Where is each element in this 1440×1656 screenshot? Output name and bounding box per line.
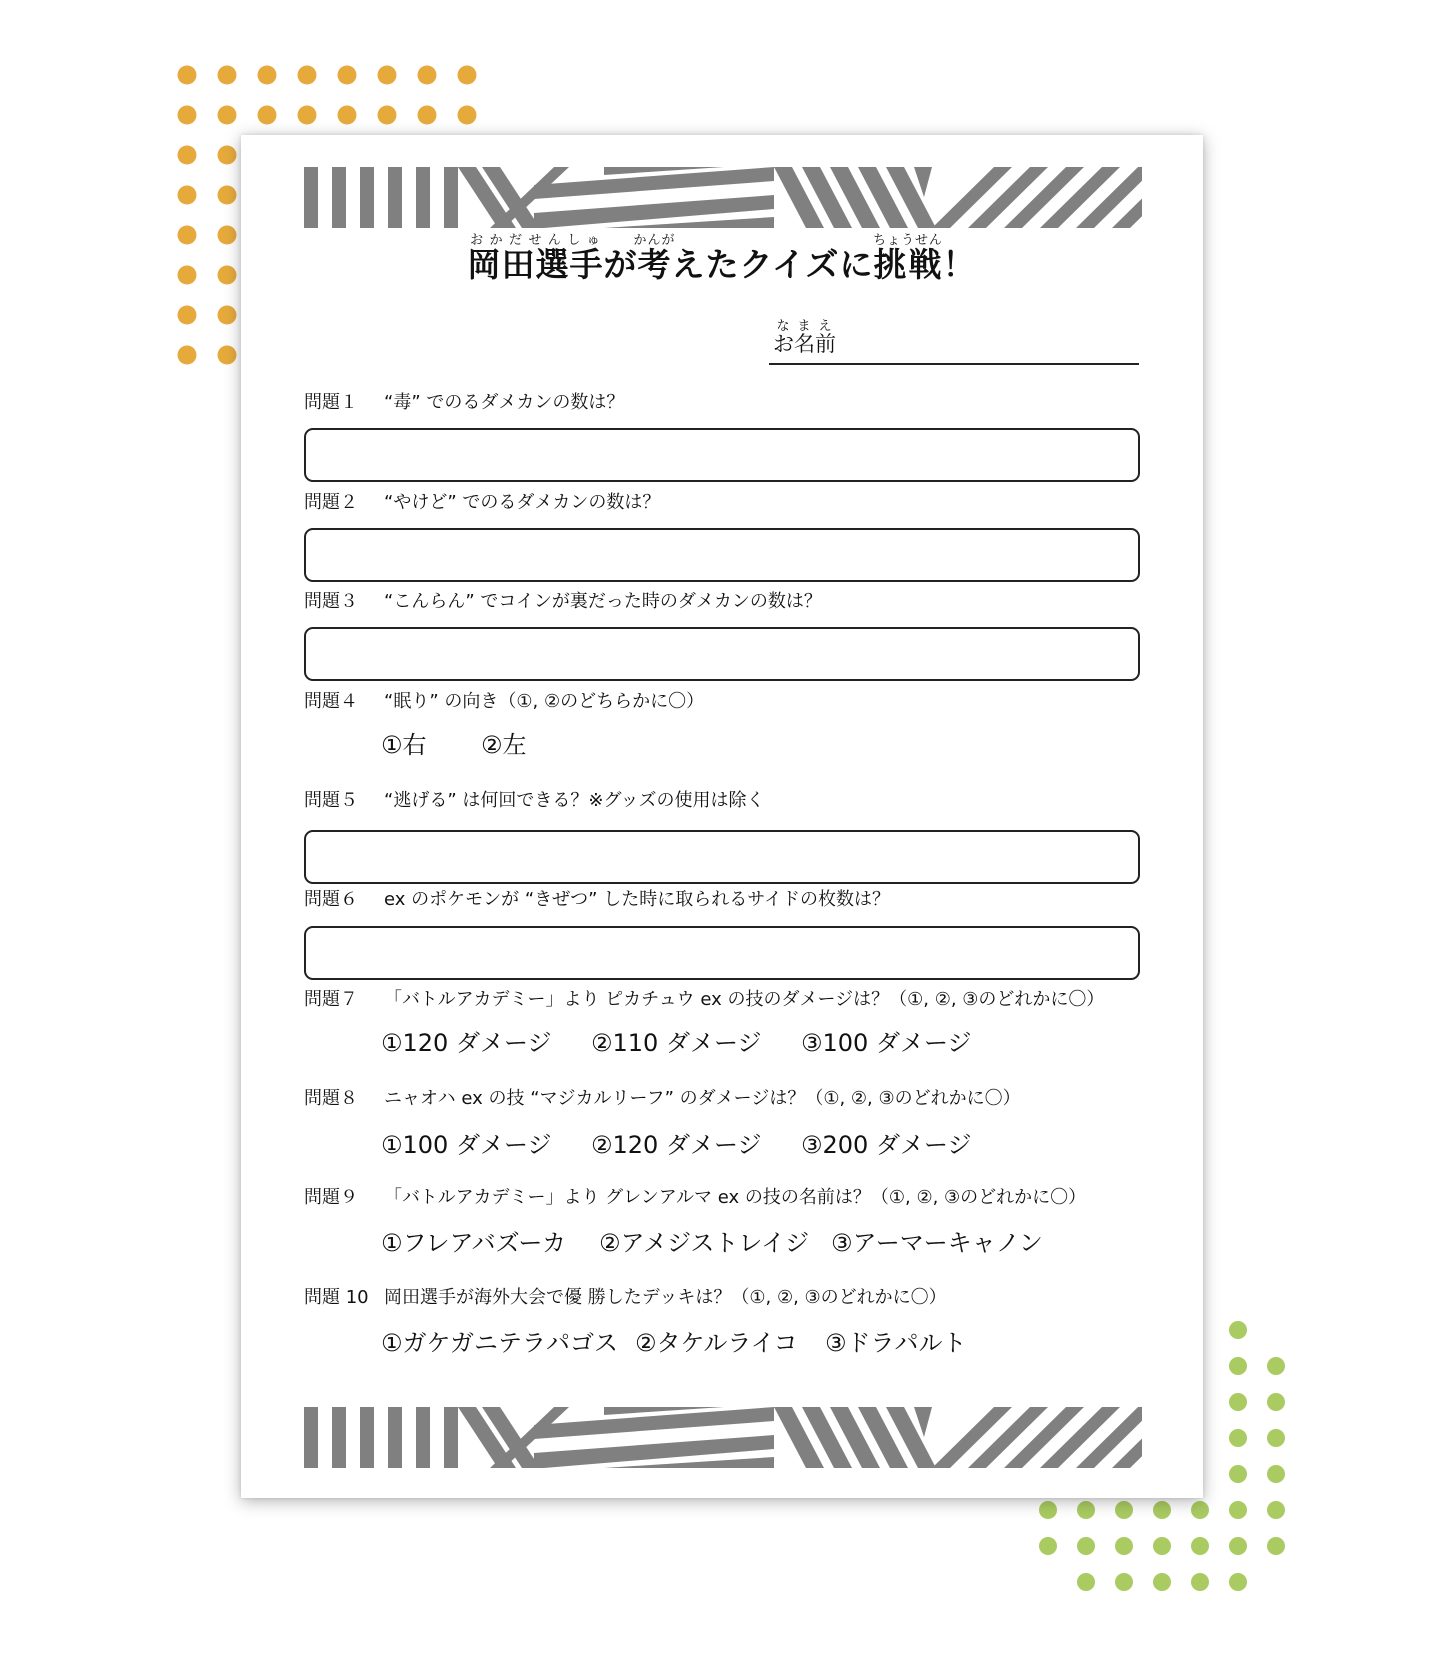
green-dot [1229, 1501, 1247, 1519]
orange-dot [258, 106, 277, 125]
orange-dot [218, 146, 237, 165]
orange-dot [218, 106, 237, 125]
orange-dot [178, 106, 197, 125]
question-10 [304, 1287, 947, 1309]
option-2[interactable]: ②タケルライコ [635, 1329, 798, 1357]
orange-dot [178, 346, 197, 365]
options-7 [381, 1023, 971, 1058]
green-dot [1229, 1357, 1247, 1375]
green-dot [1115, 1501, 1133, 1519]
question-number: 問題２ [304, 492, 358, 513]
option-3[interactable]: ③ドラパルト [825, 1329, 967, 1357]
option-2[interactable]: ②左 [481, 731, 527, 759]
option-1[interactable]: ①フレアバズーカ [381, 1229, 566, 1257]
question-6 [304, 889, 890, 911]
question-text: 岡田選手が海外大会で優 勝したデッキは？（①, ②, ③のどれかに〇） [384, 1287, 947, 1308]
quiz-title [241, 233, 1203, 286]
green-dot [1039, 1501, 1057, 1519]
options-8 [381, 1125, 971, 1160]
title-part: 挑戦ちょうせん [873, 233, 944, 284]
orange-dot [378, 66, 397, 85]
question-number: 問題７ [304, 989, 358, 1010]
green-dot [1229, 1573, 1247, 1591]
green-dot [1267, 1393, 1285, 1411]
green-dot [1039, 1537, 1057, 1555]
green-dot [1267, 1537, 1285, 1555]
green-dot [1267, 1501, 1285, 1519]
option-2[interactable]: ②110 ダメージ [591, 1029, 762, 1057]
question-text: “眠り” の向き（①, ②のどちらかに〇） [384, 691, 705, 712]
orange-dot [298, 106, 317, 125]
title-part: ！ [942, 245, 977, 284]
question-text: ニャオハ ex の技 “マジカルリーフ” のダメージは？（①, ②, ③のどれかに〇） [384, 1088, 1021, 1109]
green-dot [1229, 1393, 1247, 1411]
green-dot [1153, 1537, 1171, 1555]
green-dot [1115, 1537, 1133, 1555]
green-dot [1267, 1465, 1285, 1483]
orange-dot [218, 186, 237, 205]
orange-dot [218, 346, 237, 365]
question-text: “毒” でのるダメカンの数は？ [384, 392, 625, 413]
orange-dot [218, 266, 237, 285]
question-text: ex のポケモンが “きぜつ” した時に取られるサイドの枚数は？ [384, 889, 890, 910]
answer-box-3[interactable] [304, 627, 1140, 681]
name-field[interactable] [769, 319, 1139, 365]
answer-box-1[interactable] [304, 428, 1140, 482]
question-1 [304, 392, 624, 414]
question-number: 問題９ [304, 1187, 358, 1208]
quiz-sheet [241, 135, 1203, 1498]
orange-dot [178, 146, 197, 165]
bottom-stripe-band [304, 1407, 1142, 1468]
question-2 [304, 492, 660, 514]
title-part: 岡田選手おかだせんしゅ [467, 233, 604, 284]
answer-box-5[interactable] [304, 830, 1140, 884]
green-dot [1153, 1501, 1171, 1519]
question-number: 問題５ [304, 790, 358, 811]
question-number: 問題６ [304, 889, 358, 910]
question-number: 問題１ [304, 392, 358, 413]
option-3[interactable]: ③100 ダメージ [801, 1029, 972, 1057]
question-number: 問題４ [304, 691, 358, 712]
orange-dot [378, 106, 397, 125]
green-dot [1077, 1501, 1095, 1519]
orange-dot [338, 66, 357, 85]
orange-dot [418, 66, 437, 85]
orange-dot [218, 306, 237, 325]
question-number: 問題８ [304, 1088, 358, 1109]
green-dot [1077, 1537, 1095, 1555]
question-text: 「バトルアカデミー」より グレンアルマ ex の技の名前は？（①, ②, ③のどれかに〇） [384, 1187, 1087, 1208]
question-text: “逃げる” は何回できる？※グッズの使用は除く [384, 790, 765, 811]
green-dot [1191, 1501, 1209, 1519]
option-1[interactable]: ①120 ダメージ [381, 1029, 552, 1057]
answer-box-6[interactable] [304, 926, 1140, 980]
orange-dot [218, 66, 237, 85]
question-number: 問題 10 [304, 1287, 369, 1308]
orange-dot [458, 66, 477, 85]
options-10 [381, 1323, 967, 1358]
orange-dot [178, 186, 197, 205]
question-4 [304, 691, 704, 713]
green-dot [1267, 1357, 1285, 1375]
options-9 [381, 1223, 1043, 1258]
option-1[interactable]: ①100 ダメージ [381, 1131, 552, 1159]
question-5 [304, 790, 765, 812]
green-dot [1229, 1321, 1247, 1339]
question-9 [304, 1187, 1086, 1209]
option-2[interactable]: ②アメジストレイジ [599, 1229, 810, 1257]
question-3 [304, 591, 822, 613]
question-number: 問題３ [304, 591, 358, 612]
orange-dot [178, 266, 197, 285]
question-text: 「バトルアカデミー」より ピカチュウ ex の技のダメージは？（①, ②, ③のどれかに〇） [384, 989, 1105, 1010]
green-dot [1229, 1465, 1247, 1483]
orange-dot [338, 106, 357, 125]
orange-dot [258, 66, 277, 85]
title-part: が [603, 245, 638, 284]
green-dot [1191, 1573, 1209, 1591]
orange-dot [218, 226, 237, 245]
name-label: お名前なまえ [773, 319, 836, 356]
orange-dot [418, 106, 437, 125]
orange-dot [178, 306, 197, 325]
question-text: “こんらん” でコインが裏だった時のダメカンの数は？ [384, 591, 822, 612]
orange-dot [458, 106, 477, 125]
orange-dot [178, 226, 197, 245]
green-dot [1115, 1573, 1133, 1591]
green-dot [1077, 1573, 1095, 1591]
option-1[interactable]: ①ガケガニテラパゴス [381, 1329, 619, 1357]
option-2[interactable]: ②120 ダメージ [591, 1131, 762, 1159]
green-dot [1191, 1537, 1209, 1555]
option-1[interactable]: ①右 [381, 731, 427, 759]
orange-dot [298, 66, 317, 85]
question-8 [304, 1088, 1021, 1110]
option-3[interactable]: ③アーマーキャノン [831, 1229, 1043, 1257]
top-stripe-band [304, 167, 1142, 228]
title-part: 考かんが [633, 233, 676, 284]
answer-box-2[interactable] [304, 528, 1140, 582]
option-3[interactable]: ③200 ダメージ [801, 1131, 972, 1159]
green-dot [1229, 1429, 1247, 1447]
page-title [241, 233, 1203, 286]
title-part: えたクイズに [671, 245, 874, 284]
green-dot [1153, 1573, 1171, 1591]
options-4 [381, 725, 527, 760]
question-7 [304, 989, 1104, 1011]
orange-dot [178, 66, 197, 85]
question-text: “やけど” でのるダメカンの数は？ [384, 492, 661, 513]
green-dot [1229, 1537, 1247, 1555]
green-dot [1267, 1429, 1285, 1447]
